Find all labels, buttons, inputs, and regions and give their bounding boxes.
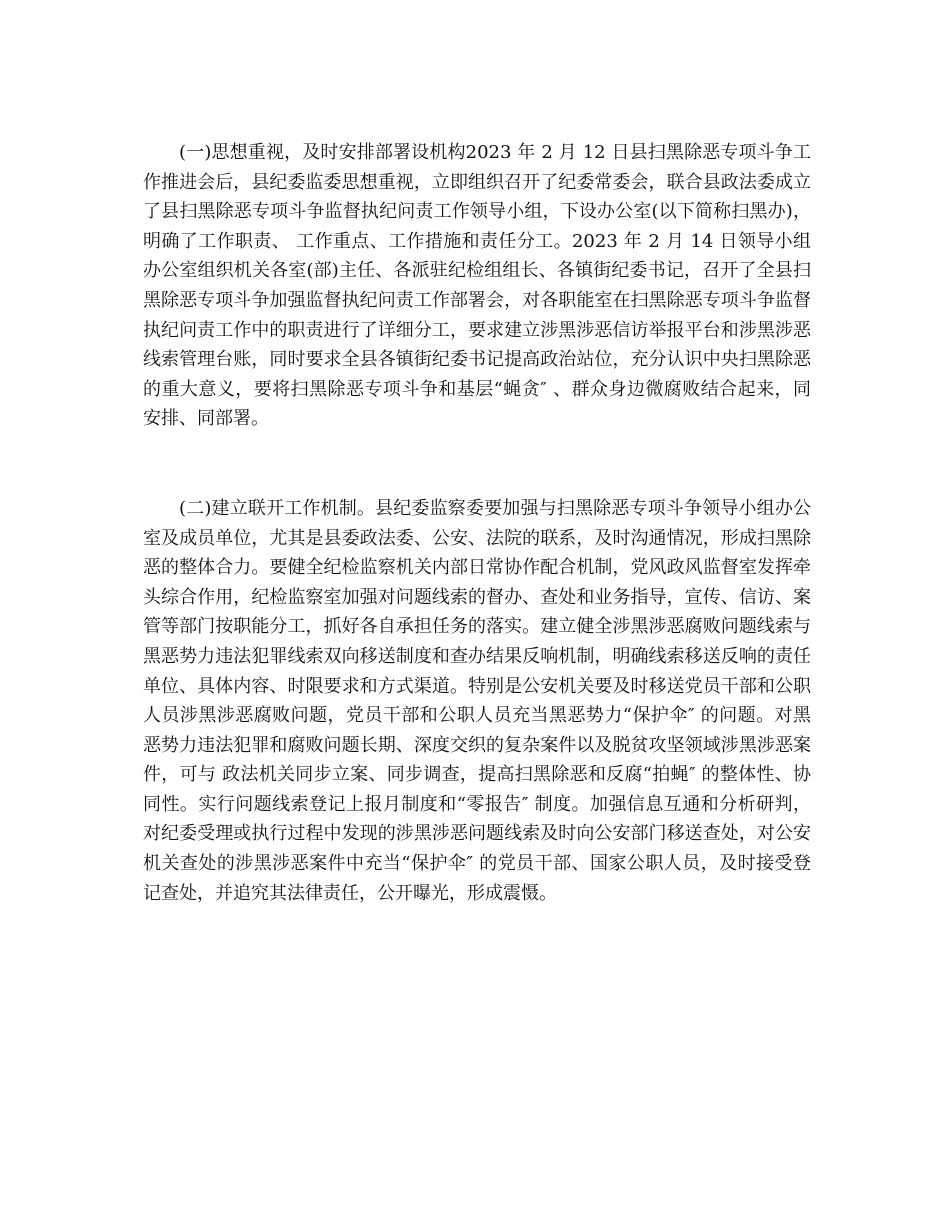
paragraph-2: (二)建立联开工作机制。县纪委监察委要加强与扫黑除恶专项斗争领导小组办公室及成员单位，尤其是县委政法委、公安、法院的联系，及时沟通情况，形成扫黑除恶的整体合力。要健全纪检监察机关内部日常协作配合机制，党风政风监督室发挥牵头综合作用，纪检监察室加强对问题线索的督办、查处和业务指导，宣传、信访、案管等部门按职能分工，抓好各自承担任务的落实。建立健全涉黑涉恶腐败问题线索与黑恶势力违法犯罪线索双向移送制度和查办结果反响机制，明确线索移送反响的责任单位、具体内容、时限要求和方式渠道。特别是公安机关要及时移送党员干部和公职人员涉黑涉恶腐败问题，党员干部和公职人员充当黑恶势力“保护伞″ 的问题。对黑恶势力违法犯罪和腐败问题长期、深度交织的复杂案件以及脱贫攻坚领域涉黑涉恶案件，可与 政法机关同步立案、同步调查，提高扫黑除恶和反腐“拍蝇″ 的整体性、协同性。实行问题线索登记上报月制度和“零报告″ 制度。加强信息互通和分析研判，对纪委受理或执行过程中发现的涉黑涉恶问题线索及时向公安部门移送查处，对公安机关查处的涉黑涉恶案件中充当“保护伞″ 的党员干部、国家公职人员，及时接受登记查处，并追究其法律责任，公开曝光，形成震慑。 xyxy=(143,497,811,904)
document-body xyxy=(143,138,811,908)
paragraph-1: (一)思想重视，及时安排部署设机构2023 年 2 月 12 日县扫黑除恶专项斗争工作推进会后，县纪委监委思想重视，立即组织召开了纪委常委会，联合县政法委成立了县扫黑除恶专项斗争监督执纪问责工作领导小组，下设办公室(以下简称扫黑办)，明确了工作职责、 工作重点、工作措施和责任分工。2023 年 2 月 14 日领导小组办公室组织机关各室(部)主任、各派驻纪检组组长、各镇街纪委书记，召开了全县扫黑除恶专项斗争加强监督执纪问责工作部署会，对各职能室在扫黑除恶专项斗争监督执纪问责工作中的职责进行了详细分工，要求建立涉黑涉恶信访举报平台和涉黑涉恶线索管理台账，同时要求全县各镇街纪委书记提高政治站位，充分认识中央扫黑除恶的重大意义，要将扫黑除恶专项斗争和基层“蝇贪″ 、群众身边微腐败结合起来，同安排、同部署。 xyxy=(143,142,811,430)
